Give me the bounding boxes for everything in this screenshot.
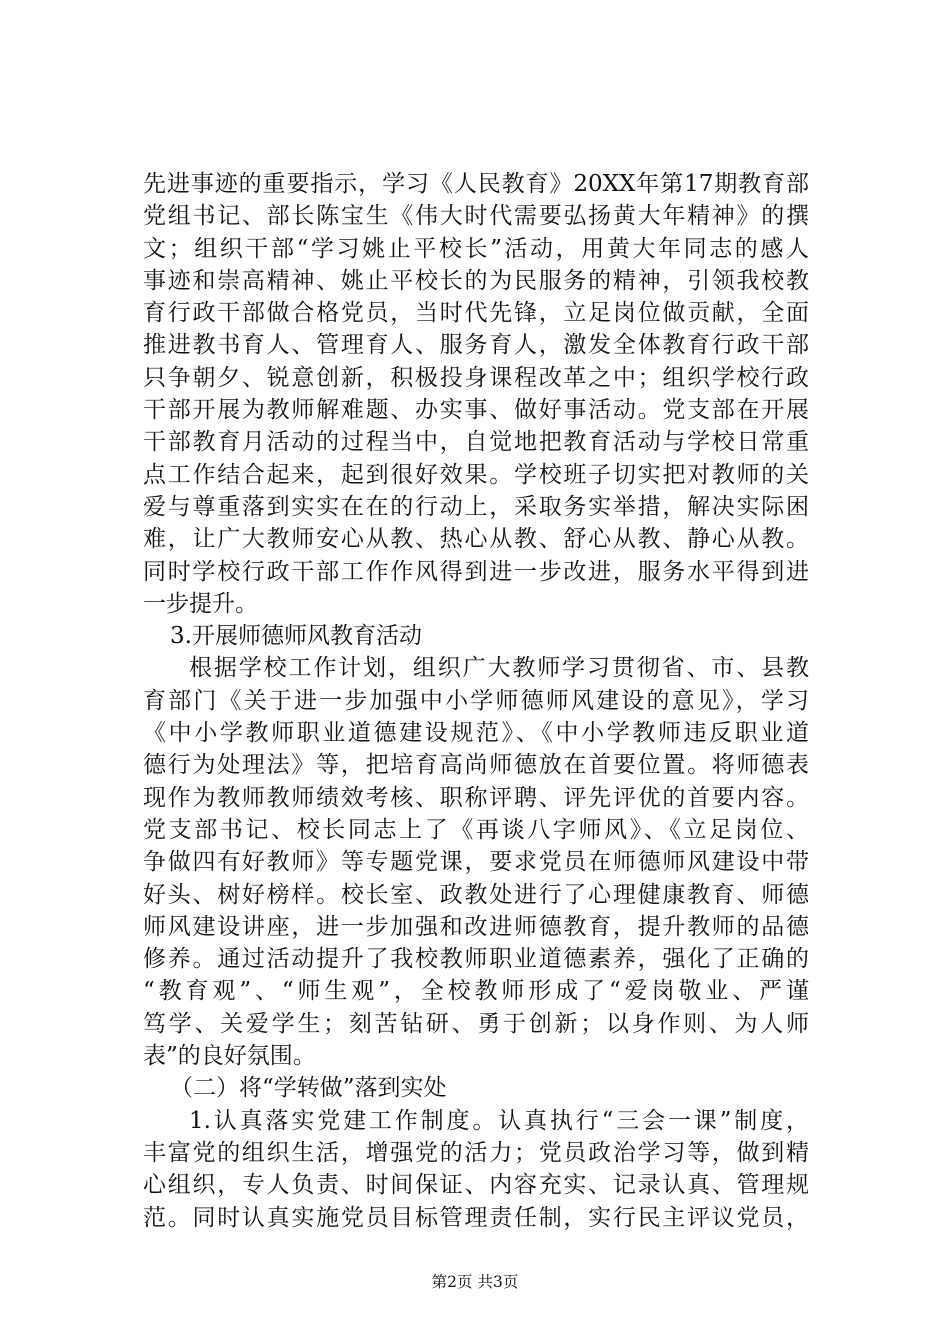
text-line: 根据学校工作计划，组织广大教师学习贯彻省、市、县教 xyxy=(189,655,809,682)
text-line: 只争朝夕、锐意创新，积极投身课程改革之中；组织学校行政 xyxy=(143,364,809,391)
text-line: 《中小学教师职业道德建设规范》、《中小学教师违反职业道 xyxy=(143,720,809,747)
text-line: 一步提升。 xyxy=(143,590,258,617)
text-line: 事迹和崇高精神、姚止平校长的为民服务的精神，引领我校教 xyxy=(143,267,809,294)
text-line: 推进教书育人、管理育人、服务育人，激发全体教育行政干部 xyxy=(143,332,809,359)
section-heading: 3.开展师德师风教育活动 xyxy=(170,623,422,650)
text-line: 先进事迹的重要指示，学习《人民教育》20XX年第17期教育部 xyxy=(143,171,809,197)
text-line: 同时学校行政干部工作作风得到进一步改进，服务水平得到进 xyxy=(143,558,809,585)
text-line: “教育观”、“师生观”，全校教师形成了“爱岗敬业、严谨 xyxy=(143,978,809,1005)
text-line: 干部开展为教师解难题、办实事、做好事活动。党支部在开展 xyxy=(143,397,809,424)
page-number: 第2页 共3页 xyxy=(431,1273,519,1291)
document-body xyxy=(143,168,809,1234)
text-line: 德行为处理法》等，把培育高尚师德放在首要位置。将师德表 xyxy=(143,752,809,779)
text-line: 难，让广大教师安心从教、热心从教、舒心从教、静心从教。 xyxy=(143,526,809,553)
text-line: 表”的良好氛围。 xyxy=(143,1043,316,1070)
text-line: 丰富党的组织生活，增强党的活力；党员政治学习等，做到精 xyxy=(143,1139,809,1166)
text-line: 范。同时认真实施党员目标管理责任制，实行民主评议党员， xyxy=(143,1204,809,1231)
page-footer xyxy=(0,1271,950,1293)
text-line: 好头、树好榜样。校长室、政教处进行了心理健康教育、师德 xyxy=(143,881,809,908)
text-line: 党支部书记、校长同志上了《再谈八字师风》、《立足岗位、 xyxy=(143,816,809,843)
text-line: 笃学、关爱学生；刻苦钻研、勇于创新；以身作则、为人师 xyxy=(143,1010,809,1037)
text-line: 育行政干部做合格党员，当时代先锋，立足岗位做贡献，全面 xyxy=(143,300,809,327)
text-line: 现作为教师教师绩效考核、职称评聘、评先评优的首要内容。 xyxy=(143,784,809,811)
text-line: 党组书记、部长陈宝生《伟大时代需要弘扬黄大年精神》的撰 xyxy=(143,203,809,230)
text-line: 育部门《关于进一步加强中小学师德师风建设的意见》，学习 xyxy=(143,687,809,714)
text-line: 点工作结合起来，起到很好效果。学校班子切实把对教师的关 xyxy=(143,461,809,488)
text-line: 爱与尊重落到实实在在的行动上，采取务实举措，解决实际困 xyxy=(143,493,809,520)
text-line: 干部教育月活动的过程当中，自觉地把教育活动与学校日常重 xyxy=(143,429,809,456)
text-line: 争做四有好教师》等专题党课，要求党员在师德师风建设中带 xyxy=(143,849,809,876)
text-line: 1.认真落实党建工作制度。认真执行“三会一课”制度， xyxy=(189,1107,809,1134)
text-line: 修养。通过活动提升了我校教师职业道德素养，强化了正确的 xyxy=(143,946,809,973)
text-line: 师风建设讲座，进一步加强和改进师德教育，提升教师的品德 xyxy=(143,913,809,940)
section-heading: （二）将“学转做”落到实处 xyxy=(170,1075,447,1102)
text-line: 心组织，专人负责、时间保证、内容充实、记录认真、管理规 xyxy=(143,1172,809,1199)
text-line: 文；组织干部“学习姚止平校长”活动，用黄大年同志的感人 xyxy=(143,235,809,262)
